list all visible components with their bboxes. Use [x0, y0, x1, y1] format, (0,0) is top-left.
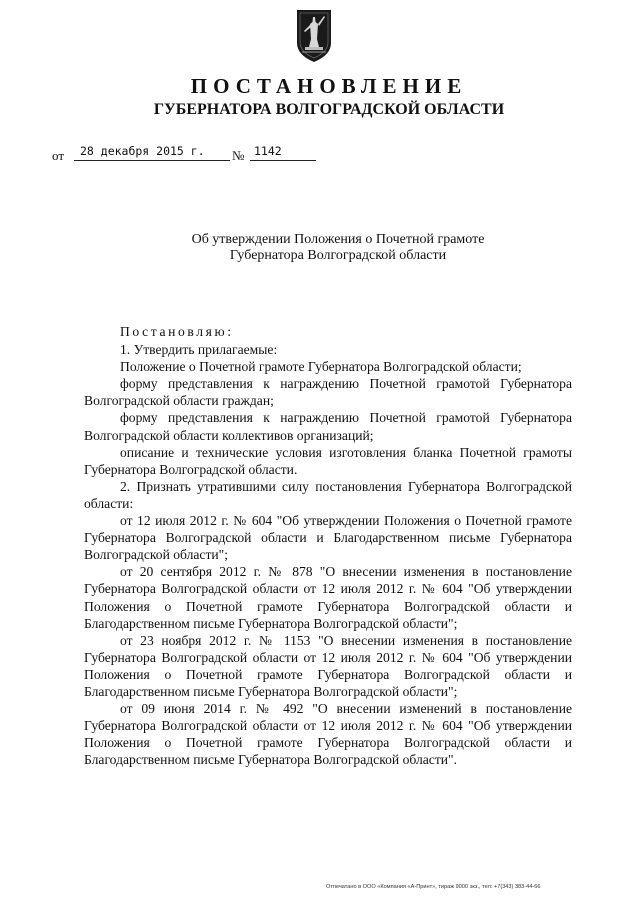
- number-label: №: [232, 148, 245, 163]
- print-note: Отпечатано в ООО «Компания «А-Принт», тираж 9000 экз., тел: +7(343) 383-44-66: [326, 884, 541, 890]
- volgograd-emblem-icon: [296, 9, 332, 63]
- document-body: [84, 323, 572, 768]
- document-issuer: ГУБЕРНАТОРА ВОЛГОГРАДСКОЙ ОБЛАСТИ: [153, 101, 505, 118]
- paragraph-regulation: Положение о Почетной грамоте Губернатора Волгоградской области;: [120, 359, 522, 375]
- document-subject: [0, 232, 640, 264]
- number-value: 1142: [250, 144, 316, 161]
- subject-line-2: Губернатора Волгоградской области: [229, 248, 447, 263]
- paragraph-form-citizens: форму представления к награждению Почетной грамотой Губернатора Волгоградской области граждан;: [84, 376, 572, 409]
- document-title: ПОСТАНОВЛЕНИЕ: [190, 74, 468, 98]
- paragraph-repeal-1153: от 23 ноября 2012 г. № 1153 "О внесении изменения в постановление Губернатора Волгоградской области от 12 июля 2012 г. № 604 "Об утверждении Положения о Почетной грамоте Губернатора Волгоградской области и Благодарственном письме Губернатора Волгоградской области";: [84, 632, 572, 699]
- paragraph-repeal-492: от 09 июня 2014 г. № 492 "О внесении изменений в постановление Губернатора Волгоградской области от 12 июля 2012 г. № 604 "Об утверждении Положения о Почетной грамоте Губернатора Волгоградской области и Благодарственном письме Губернатора Волгоградской области".: [84, 701, 572, 768]
- paragraph-repeal-878: от 20 сентября 2012 г. № 878 "О внесении изменения в постановление Губернатора Волгоградской области от 12 июля 2012 г. № 604 "Об утверждении Положения о Почетной грамоте Губернатора Волгоградской области и Благодарственном письме Губернатора Волгоградской области";: [84, 564, 572, 631]
- paragraph-item-1: 1. Утвердить прилагаемые:: [120, 342, 278, 358]
- paragraph-repeal-604: от 12 июля 2012 г. № 604 "Об утверждении Положения о Почетной грамоте Губернатора Волгоградской области и Благодарственном письме Губернатора Волгоградской области";: [84, 513, 572, 563]
- date-value: 28 декабря 2015 г.: [74, 144, 230, 161]
- paragraph-description: описание и технические условия изготовления бланка Почетной грамоты Губернатора Волгоградской области.: [84, 444, 572, 477]
- subject-line-1: Об утверждении Положения о Почетной грамоте: [191, 232, 485, 247]
- paragraph-form-organizations: форму представления к награждению Почетной грамотой Губернатора Волгоградской области коллективов организаций;: [84, 410, 572, 443]
- date-label: от: [52, 148, 65, 163]
- resolution-word: Постановляю:: [120, 324, 234, 339]
- paragraph-item-2: 2. Признать утратившими силу постановления Губернатора Волгоградской области:: [84, 478, 572, 511]
